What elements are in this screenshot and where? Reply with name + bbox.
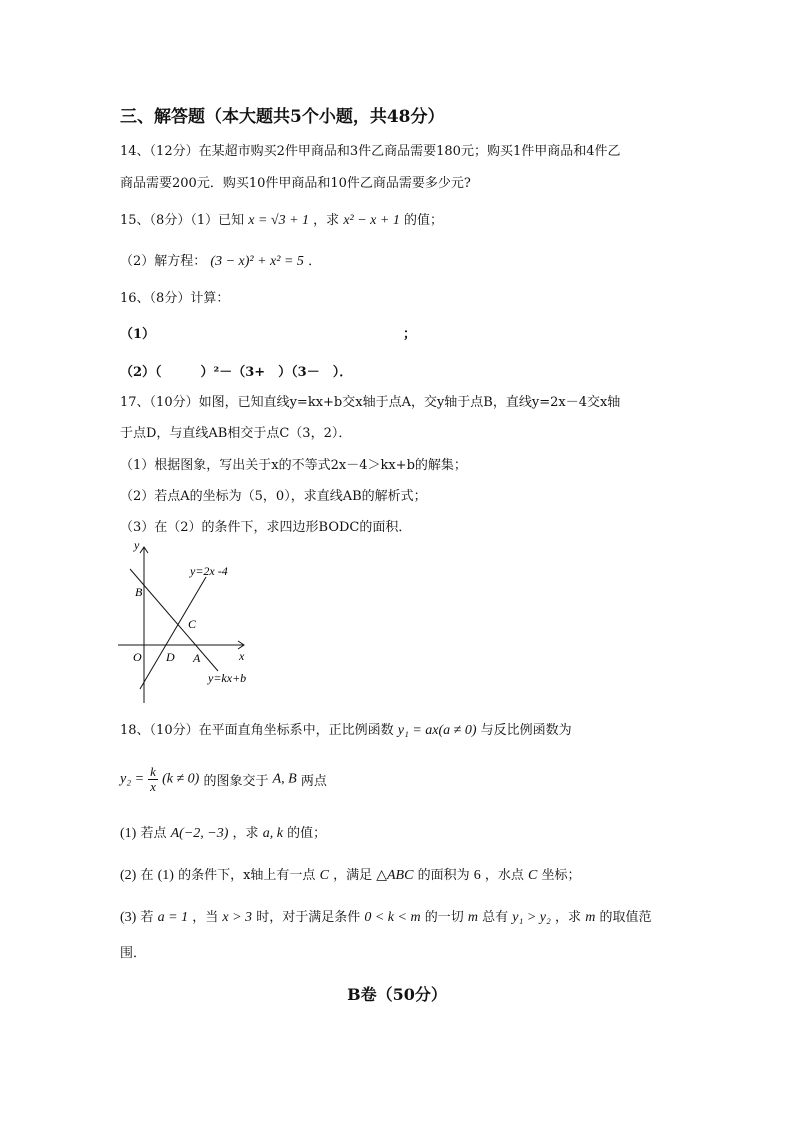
q15-part-2 (120, 253, 321, 271)
q18-p3-expr2: x > 3 (222, 910, 253, 925)
line-ab-label: y=kx+b (208, 671, 247, 685)
q18-p3-e: 总有 (482, 910, 509, 925)
q18-p3-g: 的取值范 (599, 910, 652, 925)
q15-p2-prefix: （2）解方程： (120, 254, 207, 269)
axis-y-label: y (134, 538, 140, 552)
q18-p2-triangle: △ABC (376, 868, 414, 883)
q18-p2-point-c2: C (528, 868, 538, 883)
q16-part-2: （2）（ ）²－（3+ ）（3－ ）． (120, 365, 353, 380)
q15-p2-expr: (3 − x)² + x² = 5 (210, 254, 304, 269)
q15-p1-mid: ，求 (313, 213, 340, 228)
q15-p1-suffix: 的值； (404, 213, 444, 228)
q18-p3-m: m (467, 910, 478, 925)
q18-p2-ref: (1) (157, 868, 174, 883)
q18-line2-mid: 的图象交于 (203, 774, 269, 789)
q17-line-1: 17、（10分）如图，已知直线y=kx+b交x轴于点A，交y轴于点B，直线y=2x－4交x轴 (120, 395, 621, 410)
q18-p1-label: (1) (120, 826, 137, 841)
q16-title: 16、（8分）计算： (120, 291, 230, 306)
q16-part-1-end: ； (403, 327, 417, 342)
q16-part-1: （1） (120, 327, 156, 342)
q18-last-line: 围． (120, 946, 147, 961)
q15-part-1 (120, 212, 443, 230)
q18-part-2 (120, 867, 581, 885)
q15-p1-expr2: x² − x + 1 (343, 213, 400, 228)
q18-line1-prefix: 18、（10分）在平面直角坐标系中，正比例函数 (120, 723, 394, 738)
q18-p2-six: 6 (473, 868, 481, 883)
q18-p3-label: (3) (120, 910, 137, 925)
q18-p3-c: 时，对于满足条件 (256, 910, 361, 925)
q18-line1-suffix: 与反比例函数为 (480, 723, 572, 738)
q18-p2-f: 坐标； (541, 868, 581, 883)
q18-line1-expr: y₁ = ax(a ≠ 0) (397, 723, 477, 738)
q18-part-1 (120, 825, 326, 843)
q17-line-5: （3）在（2）的条件下，求四边形BODC的面积． (120, 520, 412, 535)
q18-p3-expr4: y₁ > y₂ (512, 910, 551, 925)
line-dc (140, 577, 206, 689)
point-b-label: B (135, 585, 143, 599)
q17-line-3: （1）根据图象，写出关于x的不等式2x－4＞kx+b的解集； (120, 458, 467, 473)
point-c-label: C (188, 617, 197, 631)
q18-p1-expr: A(−2, −3) (170, 826, 229, 841)
point-a-label: A (193, 651, 201, 665)
q17-line-4: （2）若点A的坐标为（5，0），求直线AB的解析式； (120, 489, 427, 504)
section-title: 三、解答题（本大题共5个小题，共48分） (120, 107, 445, 127)
q18-p2-label: (2) (120, 868, 137, 883)
q18-line2-suffix: 两点 (300, 774, 327, 789)
q18-p1-suffix: 的值； (287, 826, 327, 841)
q18-p3-a: 若 (140, 910, 154, 925)
q14-line-2: 商品需要200元．购买10件甲商品和10件乙商品需要多少元? (120, 176, 471, 191)
q18-line-2 (120, 765, 327, 794)
point-d-label: D (166, 650, 175, 664)
q18-p2-d: 的面积为 (417, 868, 470, 883)
q18-p3-b: ，当 (192, 910, 219, 925)
q18-fraction (148, 765, 158, 794)
q15-p2-suffix: ． (308, 254, 322, 269)
point-o-label: O (133, 650, 142, 664)
q18-p3-d: 的一切 (424, 910, 464, 925)
q15-p1-expr: x = √3 + 1 (248, 213, 310, 228)
q18-p1-text: 若点 (140, 826, 167, 841)
part-b-title: B卷（50分） (347, 985, 447, 1004)
q18-p2-a: 在 (140, 868, 154, 883)
q18-line-1 (120, 722, 572, 740)
q18-p3-m2: m (585, 910, 596, 925)
q18-p3-expr3: 0 < k < m (364, 910, 421, 925)
q17-figure (118, 537, 258, 707)
q15-p1-prefix: 15、（8分）（1）已知 (120, 213, 245, 228)
q18-fraction-num: k (150, 764, 156, 779)
q18-p1-mid: ，求 (232, 826, 259, 841)
q14-line-1: 14、（12分）在某超市购买2件甲商品和3件乙商品需要180元；购买1件甲商品和4件乙 (120, 144, 621, 159)
q18-p2-e: ，水点 (484, 868, 524, 883)
line-dc-label: y=2x -4 (190, 564, 228, 578)
axis-x-label: x (239, 649, 245, 663)
q18-p2-c: ，满足 (333, 868, 373, 883)
q18-y2-lhs: y₂ = (120, 771, 145, 787)
q18-p2-point-c: C (319, 868, 329, 883)
q18-cond: (k ≠ 0) (162, 771, 200, 787)
q17-line-2: 于点D，与直线AB相交于点C（3，2）． (120, 426, 352, 441)
q18-p3-f: ，求 (555, 910, 582, 925)
q18-part-3 (120, 909, 651, 927)
q18-p2-b: 的条件下，x轴上有一点 (178, 868, 316, 883)
q18-p1-vars: a, k (262, 826, 283, 841)
q18-fraction-den: x (150, 779, 156, 794)
q18-p3-expr1: a = 1 (157, 910, 189, 925)
q18-points: A, B (272, 771, 297, 787)
